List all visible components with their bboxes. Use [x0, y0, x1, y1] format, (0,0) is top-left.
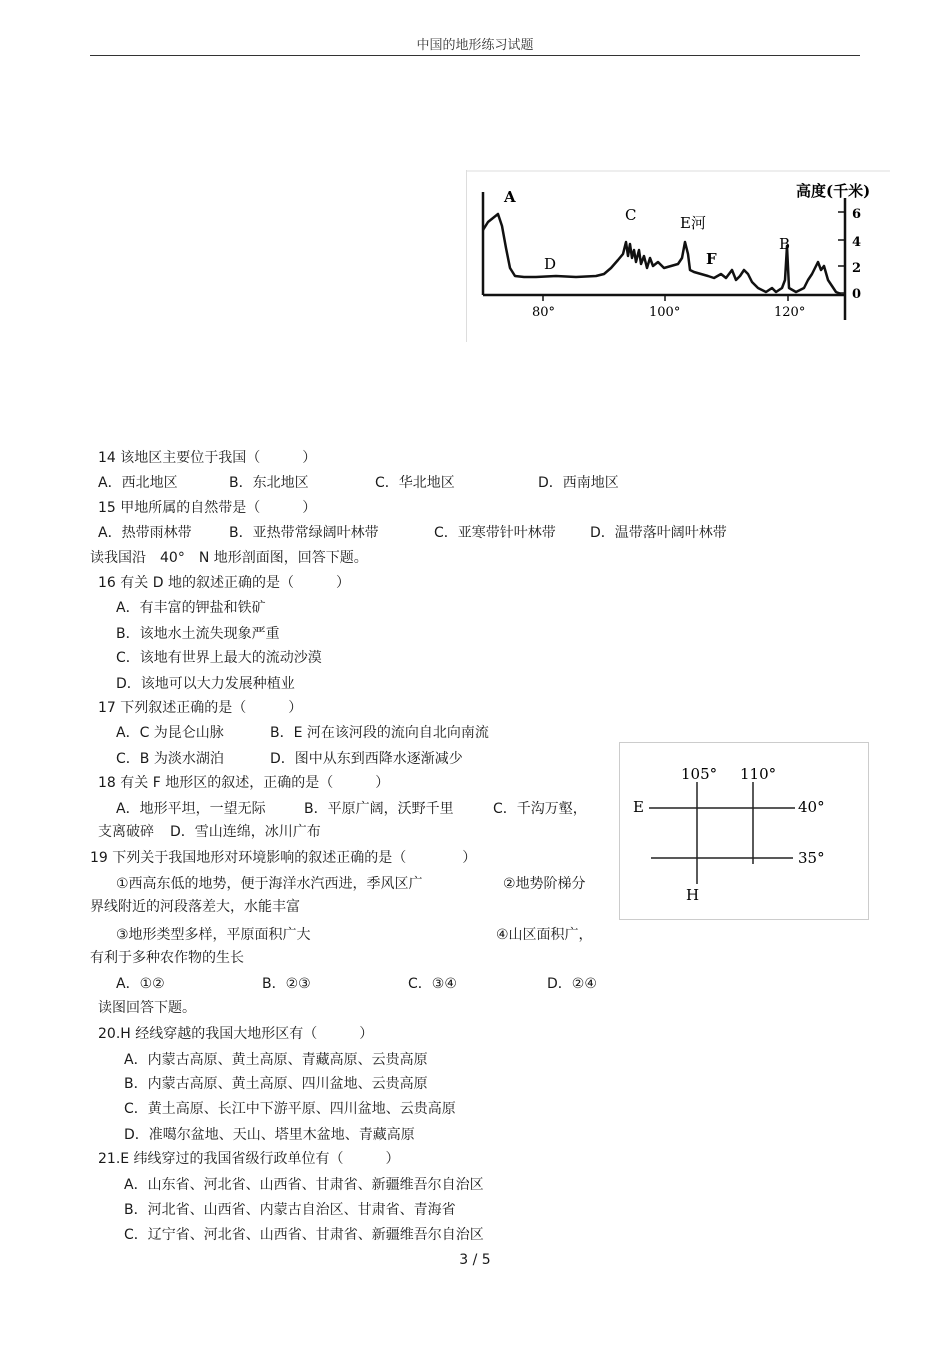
header-divider: [90, 55, 860, 56]
grid-lat-40-label: 40°: [798, 798, 825, 816]
q17-stem: 17 下列叙述正确的是（ ）: [98, 700, 303, 716]
q14-option-c: C．华北地区: [375, 475, 455, 491]
x-tick-label: 120°: [774, 305, 806, 320]
grid-e-label: E: [633, 798, 644, 816]
intro-grid: 读图回答下题。: [98, 1000, 196, 1016]
q20-option-d: D．准噶尔盆地、天山、塔里木盆地、青藏高原: [124, 1127, 415, 1143]
q18-option-d: D．雪山连绵，冰川广布: [170, 824, 321, 840]
q15-option-a: A．热带雨林带: [98, 525, 192, 541]
x-tick-label: 80°: [532, 305, 556, 320]
q21-option-a: A．山东省、河北省、山西省、甘肃省、新疆维吾尔自治区: [124, 1177, 484, 1193]
y-tick-label: 6: [852, 207, 862, 222]
q20-stem: 20.H 经线穿越的我国大地形区有（ ）: [98, 1026, 374, 1042]
q19-statement-4-continued: 有利于多种农作物的生长: [90, 950, 244, 966]
q16-stem: 16 有关 D 地的叙述正确的是（ ）: [98, 575, 350, 591]
q17-option-b: B．E 河在该河段的流向自北向南流: [270, 725, 489, 741]
profile-point-f: F: [706, 250, 717, 268]
terrain-profile-svg: [466, 170, 890, 342]
q19-statement-4: ④山区面积广，: [496, 927, 593, 943]
q19-statement-2-continued: 界线附近的河段落差大，水能丰富: [90, 899, 300, 915]
q18-stem: 18 有关 F 地形区的叙述，正确的是（ ）: [98, 775, 390, 791]
q20-option-b: B．内蒙古高原、黄土高原、四川盆地、云贵高原: [124, 1076, 428, 1092]
lat-lon-grid-svg: [619, 742, 869, 920]
q16-option-b: B．该地水土流失现象严重: [116, 626, 280, 642]
q19-statement-2: ②地势阶梯分: [503, 876, 586, 892]
q17-option-a: A．C 为昆仑山脉: [116, 725, 224, 741]
q19-statement-3: ③地形类型多样，平原面积广大: [116, 927, 311, 943]
q18-option-a: A．地形平坦，一望无际: [116, 801, 266, 817]
grid-lon-110-label: 110°: [740, 765, 777, 783]
profile-point-e-river: E河: [680, 214, 706, 232]
q18-option-c-continued: 支离破碎: [98, 824, 154, 840]
q16-option-d: D．该地可以大力发展种植业: [116, 676, 295, 692]
lat-lon-grid-figure: [619, 742, 869, 920]
grid-lat-35-label: 35°: [798, 849, 825, 867]
profile-point-d: D: [544, 255, 557, 273]
grid-lon-105-label: 105°: [681, 765, 718, 783]
y-tick-label: 2: [852, 261, 862, 276]
q14-stem: 14 该地区主要位于我国（ ）: [98, 450, 317, 466]
q19-option-d: D．②④: [547, 976, 597, 992]
q16-option-c: C．该地有世界上最大的流动沙漠: [116, 650, 322, 666]
page-number: 3 / 5: [459, 1252, 491, 1268]
q21-stem: 21.E 纬线穿过的我国省级行政单位有（ ）: [98, 1151, 400, 1167]
q15-option-d: D．温带落叶阔叶林带: [590, 525, 727, 541]
q19-option-b: B．②③: [262, 976, 311, 992]
q15-option-b: B．亚热带常绿阔叶林带: [229, 525, 379, 541]
q19-option-c: C．③④: [408, 976, 457, 992]
q20-option-a: A．内蒙古高原、黄土高原、青藏高原、云贵高原: [124, 1052, 428, 1068]
page-header-title: 中国的地形练习试题: [416, 38, 534, 53]
q15-stem: 15 甲地所属的自然带是（ ）: [98, 500, 317, 516]
terrain-profile-figure: [466, 170, 890, 342]
y-tick-label: 0: [852, 287, 862, 302]
q14-option-a: A．西北地区: [98, 475, 178, 491]
profile-point-a: A: [504, 188, 516, 206]
q17-option-d: D．图中从东到西降水逐渐减少: [270, 751, 463, 767]
q19-statement-1: ①西高东低的地势，便于海洋水汽西进，季风区广: [116, 876, 423, 892]
height-axis-label: 高度(千米): [796, 182, 871, 200]
q14-option-d: D．西南地区: [538, 475, 619, 491]
q20-option-c: C．黄土高原、长江中下游平原、四川盆地、云贵高原: [124, 1101, 456, 1117]
grid-h-label: H: [686, 886, 700, 904]
q18-option-c: C．千沟万壑，: [493, 801, 587, 817]
profile-point-b: B: [779, 235, 791, 253]
elevation-profile-line: [483, 214, 841, 294]
q21-option-c: C．辽宁省、河北省、山西省、甘肃省、新疆维吾尔自治区: [124, 1227, 484, 1243]
q21-option-b: B．河北省、山西省、内蒙古自治区、甘肃省、青海省: [124, 1202, 456, 1218]
q17-option-c: C．B 为淡水湖泊: [116, 751, 224, 767]
q16-option-a: A．有丰富的钾盐和铁矿: [116, 600, 266, 616]
profile-point-c: C: [625, 206, 637, 224]
intro-profile: 读我国沿 40° N 地形剖面图，回答下题。: [90, 550, 368, 566]
q18-option-b: B．平原广阔，沃野千里: [304, 801, 454, 817]
q15-option-c: C．亚寒带针叶林带: [434, 525, 556, 541]
x-tick-label: 100°: [649, 305, 681, 320]
q19-option-a: A．①②: [116, 976, 165, 992]
y-tick-label: 4: [852, 235, 862, 250]
q14-option-b: B．东北地区: [229, 475, 309, 491]
q19-stem: 19 下列关于我国地形对环境影响的叙述正确的是（ ）: [90, 850, 477, 866]
